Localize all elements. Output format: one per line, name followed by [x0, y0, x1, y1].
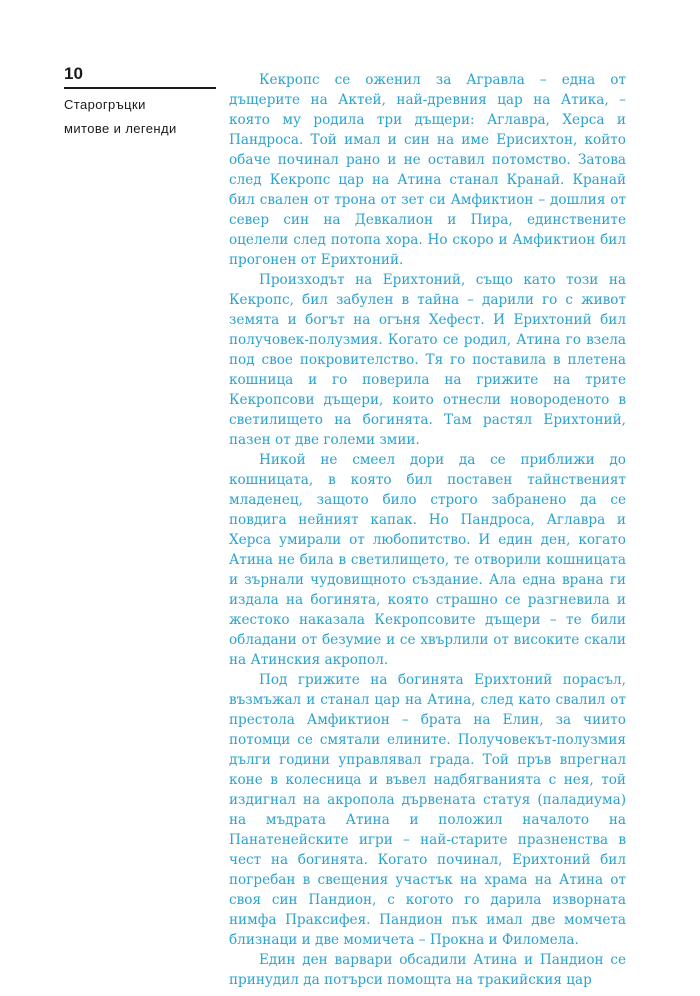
header-rule	[64, 87, 216, 89]
body-text	[229, 70, 626, 990]
paragraph-3: Никой не смеел дори да се приближи до кошницата, в която бил поставен тайнственият младенец, защото било строго забранено да се повдига нейният капак. Но Пандроса, Аглавра и Херса умирали от любопитство. И един ден, когато Атина не била в светилището, те отворили кошницата и зърнали чудовищното създание. Ала една врана ги издала на богинята, която страшно се разгневила и жестоко наказала Кекропсовите дъщери – те били обладани от безумие и се хвърлили от високите скали на Атинския акропол.	[229, 452, 626, 668]
paragraph-5: Един ден варвари обсадили Атина и Пандион се принудил да потърси помощта на тракийския цар	[229, 952, 626, 988]
page-number: 10	[64, 64, 83, 83]
paragraph-4: Под грижите на богинята Ерихтоний порасъл, възмъжал и станал цар на Атина, след като свалил от престола Амфиктион – брата на Елин, за чиито потомци се смятали елините. Получовекът-полузмия дълги години управлявал града. Той пръв впрегнал коне в колесница и въвел надбягванията с нея, той издигнал на акропола дървената статуя (паладиума) на мъдрата Атина и положил началото на Панатенейските игри – най-старите празненства в чест на богинята. Когато починал, Ерихтоний бил погребан в свещения участък на храма на Атина от своя син Пандион, с когото го дарила изворната нимфа Праксифея. Пандион пък имал две момчета близнаци и две момичета – Прокна и Филомела.	[229, 672, 626, 948]
page-header	[64, 64, 216, 141]
paragraph-1: Кекропс се оженил за Агравла – една от дъщерите на Актей, най-древния цар на Атика, – която му родила три дъщери: Аглавра, Херса и Пандроса. Той имал и син на име Ерисихтон, който обаче починал рано и не оставил потомство. Затова след Кекропс цар на Атина станал Кранай. Кранай бил свален от трона от зет си Амфиктион – дошлия от север син на Девкалион и Пира, единствените оцелели след потопа хора. Но скоро и Амфиктион бил прогонен от Ерихтоний.	[229, 72, 626, 268]
book-title-line1: Старогръцки	[64, 97, 146, 112]
paragraph-2: Произходът на Ерихтоний, също като този на Кекропс, бил забулен в тайна – дарили го с живот земята и богът на огъня Хефест. И Ерихтоний бил получовек-полузмия. Когато се родил, Атина го взела под свое покровителство. Тя го поставила в плетена кошница и го поверила на грижите на трите Кекропсови дъщери, които отнесли новороденото в светилището на богинята. Там растял Ерихтоний, пазен от две големи змии.	[229, 272, 626, 448]
book-title-line2: митове и легенди	[64, 121, 177, 136]
